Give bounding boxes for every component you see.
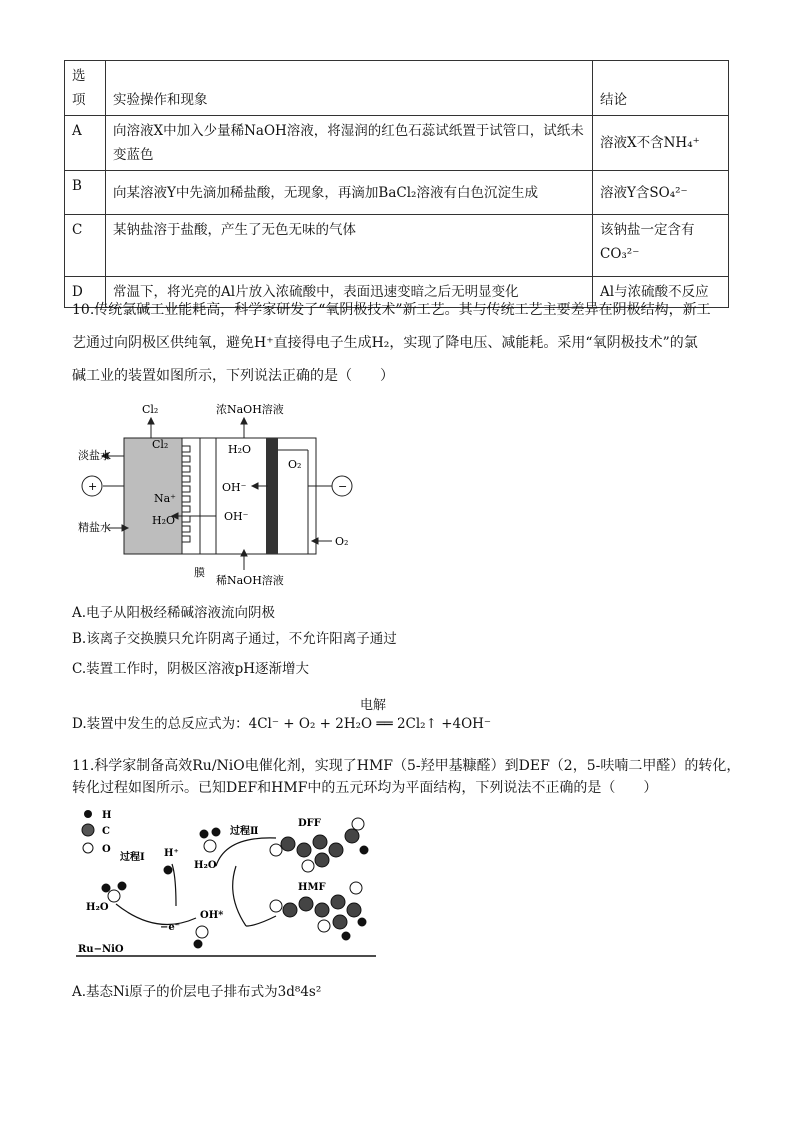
- h2o-left-label: H₂O: [86, 902, 109, 913]
- na-plus-label: Na⁺: [154, 492, 176, 505]
- q10-option-d: D.装置中发生的总反应式为：4Cl⁻ + O₂ + 2H₂O ══ 2Cl₂↑ +4OH⁻: [72, 716, 492, 732]
- legend-c: C: [102, 826, 110, 837]
- dilute-brine-label: 淡盐水: [78, 449, 111, 462]
- hmf-label: HMF: [298, 882, 326, 893]
- q10-option-b: B.该离子交换膜只允许阴离子通过，不允许阳离子通过: [72, 631, 397, 647]
- process-2-label: 过程Ⅱ: [230, 826, 259, 837]
- oh-star-label: OH*: [200, 910, 224, 921]
- cathode-electrode: [266, 438, 278, 554]
- cl2-inner-label: Cl₂: [152, 438, 169, 451]
- row-option: B: [65, 171, 106, 215]
- electrolysis-cell-diagram: [76, 398, 366, 588]
- row-conclusion: 该钠盐一定含有CO₃²⁻: [593, 215, 729, 277]
- q10-line-3: 碱工业的装置如图所示，下列说法正确的是（ ）: [72, 368, 394, 384]
- q11-line-1: 11.科学家制备高效Ru/NiO电催化剂，实现了HMF（5-羟甲基糠醛）到DEF（2，5-呋喃二甲醛）的转化，: [72, 758, 741, 774]
- electron-label: −e⁻: [160, 922, 181, 933]
- table-row: [65, 171, 729, 215]
- surface-label: Ru−NiO: [78, 944, 124, 955]
- h2o-top-label: H₂O: [194, 860, 217, 871]
- header-conclusion: 结论: [593, 61, 729, 116]
- row-operation: 常温下，将光亮的Al片放入浓硫酸中，表面迅速变暗之后无明显变化: [106, 277, 593, 308]
- refined-brine-label: 精盐水: [78, 521, 111, 534]
- cl2-outlet-label: Cl₂: [142, 403, 159, 416]
- process-1-label: 过程Ⅰ: [120, 852, 145, 863]
- q10-line-1: 10.传统氯碱工业能耗高，科学家研发了“氧阴极技术”新工艺。其与传统工艺主要差异在阴极结构，新工: [72, 302, 711, 318]
- legend-o: O: [102, 844, 111, 855]
- o2-right-label: O₂: [288, 458, 302, 471]
- minus-sign: −: [338, 480, 348, 493]
- header-option: 选 项: [65, 61, 106, 116]
- membrane-label: 膜: [194, 566, 205, 579]
- oh-mid-label: OH⁻: [224, 510, 249, 523]
- table-row: [65, 215, 729, 277]
- row-option: A: [65, 116, 106, 171]
- legend-h: H: [102, 810, 112, 821]
- q11-option-a: A.基态Ni原子的价层电子排布式为3d⁸4s²: [72, 984, 322, 1000]
- q10-option-c: C.装置工作时，阴极区溶液pH逐渐增大: [72, 661, 310, 677]
- oh-right-label: OH⁻: [222, 481, 247, 494]
- q10-option-a: A.电子从阳极经稀碱溶液流向阴极: [72, 605, 276, 621]
- dilute-naoh-label: 稀NaOH溶液: [216, 574, 284, 587]
- h2o-right-label: H₂O: [228, 443, 252, 456]
- table-row: [65, 116, 729, 171]
- cathode-chamber: [200, 438, 316, 554]
- options-table: [64, 60, 729, 308]
- row-operation: 向某溶液Y中先滴加稀盐酸，无现象，再滴加BaCl₂溶液有白色沉淀生成: [106, 171, 593, 215]
- q11-line-2: 转化过程如图所示。已知DEF和HMF中的五元环均为平面结构，下列说法不正确的是（ ）: [72, 780, 658, 796]
- q10-line-2: 艺通过向阴极区供纯氧，避免H⁺直接得电子生成H₂，实现了降电压、减能耗。采用“氧阴极技术”的氯: [72, 335, 698, 351]
- electrolysis-condition: 电解: [360, 698, 387, 713]
- plus-sign: +: [88, 480, 98, 493]
- header-operation: 实验操作和现象: [106, 61, 593, 116]
- row-option: C: [65, 215, 106, 277]
- h-plus-label: H⁺: [164, 848, 179, 859]
- conc-naoh-label: 浓NaOH溶液: [216, 403, 284, 416]
- row-conclusion: 溶液Y含SO₄²⁻: [593, 171, 729, 215]
- dff-label: DFF: [298, 818, 321, 829]
- row-operation: 某钠盐溶于盐酸，产生了无色无味的气体: [106, 215, 593, 277]
- row-operation: 向溶液X中加入少量稀NaOH溶液，将湿润的红色石蕊试纸置于试管口，试纸未变蓝色: [106, 116, 593, 171]
- catalysis-process-diagram: [76, 806, 376, 966]
- o2-inlet-label: O₂: [335, 535, 349, 548]
- row-conclusion: Al与浓硫酸不反应: [593, 277, 729, 308]
- row-conclusion: 溶液X不含NH₄⁺: [593, 116, 729, 171]
- table-header-row: [65, 61, 729, 116]
- row-option: D: [65, 277, 106, 308]
- h2o-left-label: H₂O: [152, 514, 176, 527]
